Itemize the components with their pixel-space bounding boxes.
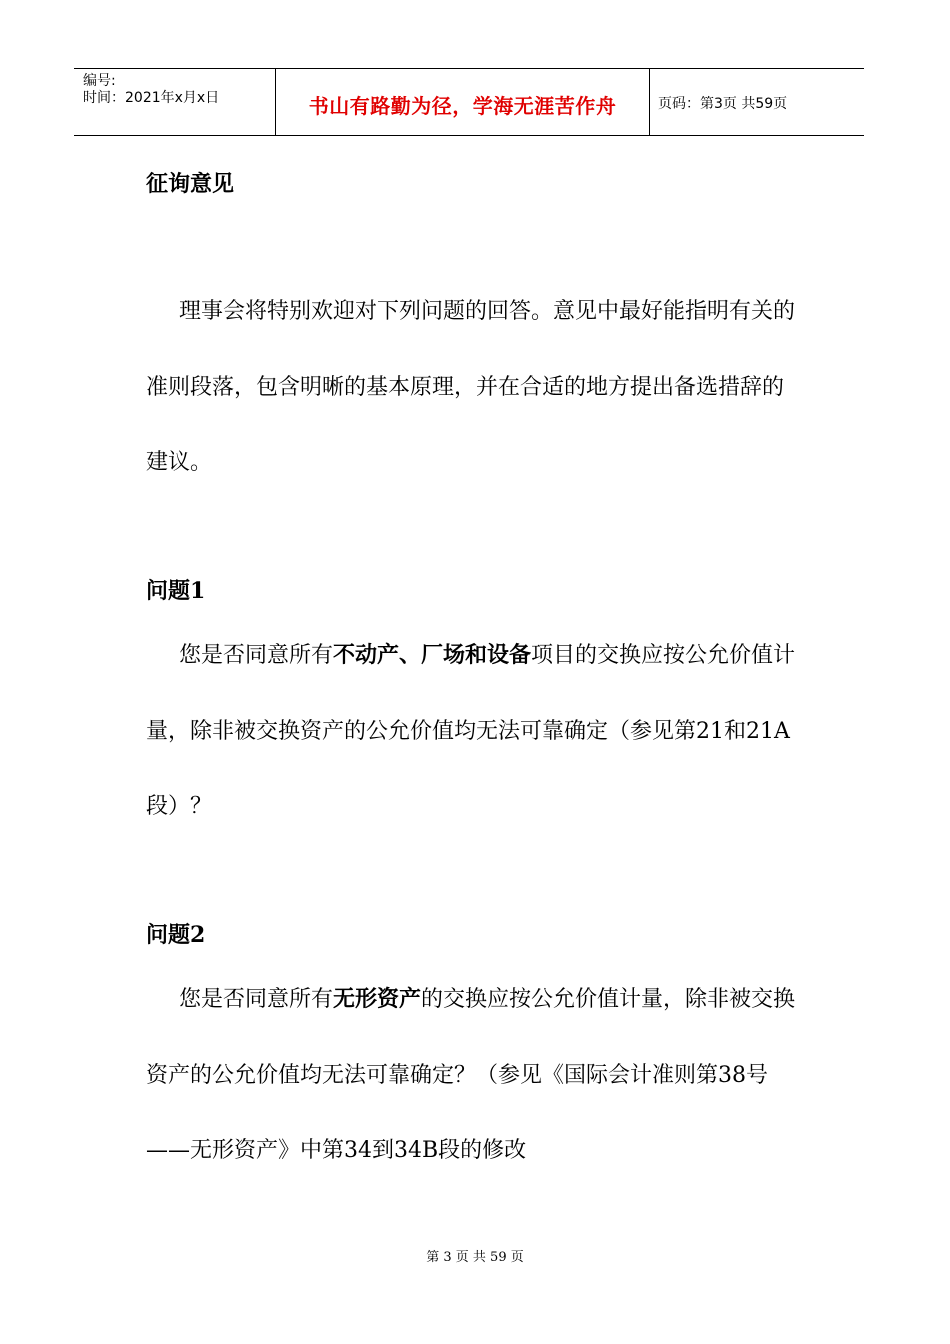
question-1-bold-term: 不动产、厂场和设备 [333,642,532,668]
question-1-text-after: 项目的交换应按公允价值计量，除非被交换资产的公允价值均无法可靠确定（参见第21和21A段）？ [146,643,796,819]
question-2-heading: 问题2 [146,922,206,948]
page-header [74,68,864,136]
header-page-info: 页码：第3页 共59页 [658,96,788,112]
section-title: 征询意见 [146,171,235,197]
question-2-text-before: 您是否同意所有 [179,987,334,1012]
question-2-text [146,962,801,1189]
header-time-label: 时间：2021年x月x日 [83,90,220,106]
question-2-bold-term: 无形资产 [333,986,422,1012]
intro-paragraph: 理事会将特别欢迎对下列问题的回答。意见中最好能指明有关的准则段落，包含明晰的基本原理，并在合适的地方提出备选措辞的建议。 [146,299,796,475]
header-meta [74,69,276,135]
header-motto: 书山有路勤为径，学海无涯苦作舟 [276,69,650,135]
question-1-heading: 问题1 [146,578,206,604]
question-1-text-before: 您是否同意所有 [179,643,334,668]
page-footer: 第 3 页 共 59 页 [426,1250,524,1265]
question-1-text [146,618,801,845]
question-2-text-after: 的交换应按公允价值计量，除非被交换资产的公允价值均无法可靠确定？（参见《国际会计准则第38号——无形资产》中第34到34B段的修改 [146,987,796,1163]
header-number-label: 编号: [83,73,116,89]
